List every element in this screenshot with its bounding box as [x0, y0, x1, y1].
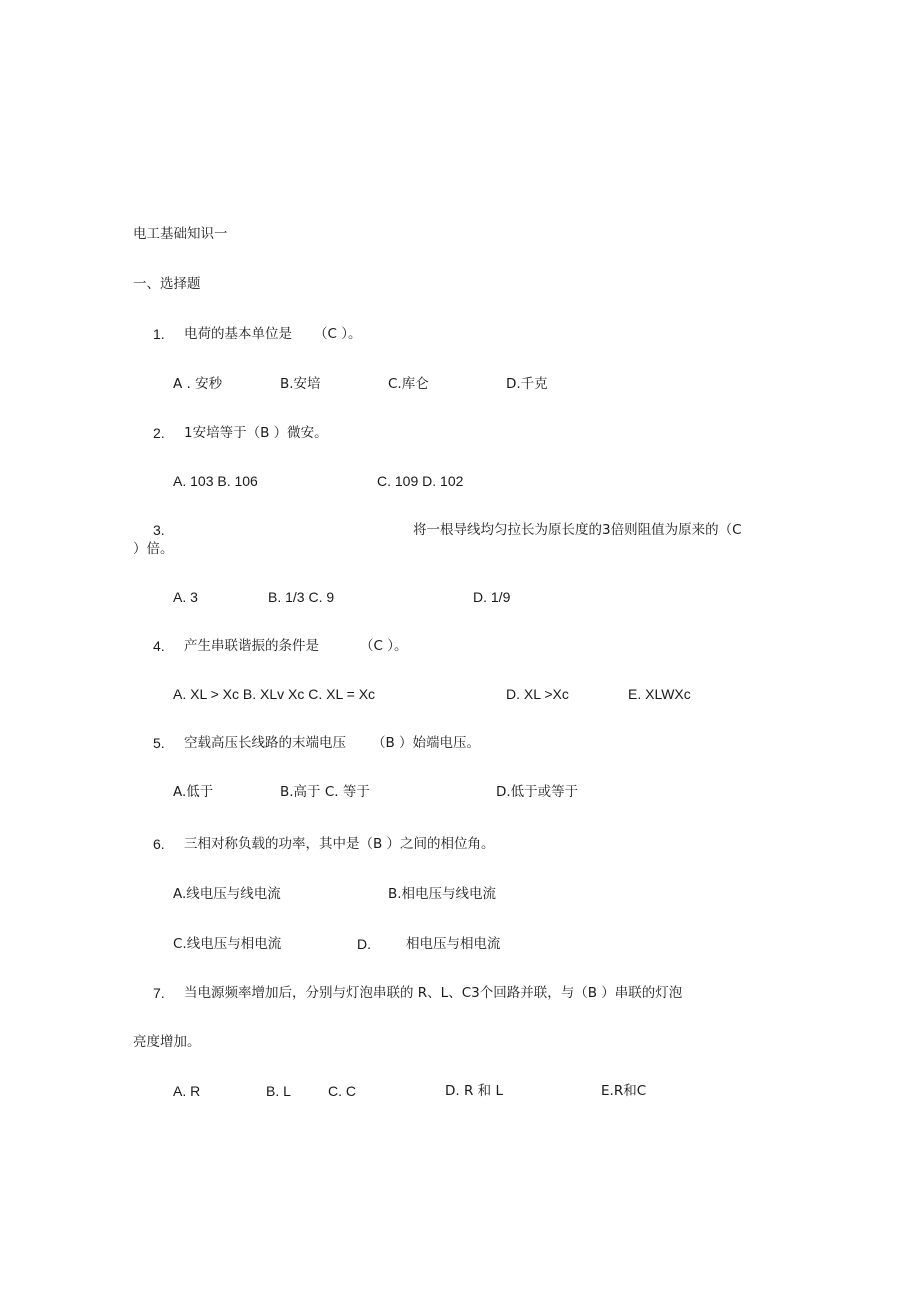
option-d: D. R 和 L — [445, 1083, 503, 1099]
option-c: C.线电压与相电流 — [173, 936, 282, 952]
question-text: 空载高压长线路的末端电压 — [184, 735, 346, 751]
question-text: 当电源频率增加后，分别与灯泡串联的 R、L、C3个回路并联，与（B ）串联的灯泡 — [184, 985, 683, 1001]
option-d: D.低于或等于 — [496, 784, 579, 800]
option-a: A . 安秒 — [173, 376, 223, 392]
question-number: 2. — [153, 425, 165, 441]
option-d: D. 1/9 — [473, 589, 511, 605]
question-text: 产生串联谐振的条件是 — [184, 638, 319, 654]
question-number: 7. — [153, 985, 165, 1001]
document-title: 电工基础知识一 — [133, 226, 228, 242]
option-b-c: B. 1/3 C. 9 — [268, 589, 335, 605]
option-a: A.低于 — [173, 784, 214, 800]
option-b: B. L — [266, 1083, 291, 1099]
option-b-c: B.高于 C. 等于 — [280, 784, 370, 800]
option-a-b: A. 103 B. 106 — [173, 473, 258, 489]
option-d: D.千克 — [506, 376, 548, 392]
question-answer: （B ）始端电压。 — [372, 735, 481, 751]
option-b: B.相电压与线电流 — [388, 886, 497, 902]
question-number: 6. — [153, 836, 165, 852]
option-a: A. R — [173, 1083, 201, 1099]
question-text: 电荷的基本单位是 — [184, 326, 292, 342]
question-text: 1安培等于（B ）微安。 — [184, 425, 328, 441]
question-text: 三相对称负载的功率，其中是（B ）之间的相位角。 — [184, 836, 495, 852]
option-c: C. C — [328, 1083, 356, 1099]
option-e: E.R和C — [601, 1083, 647, 1099]
question-number: 5. — [153, 735, 165, 751]
question-number: 1. — [153, 326, 165, 342]
option-a: A.线电压与线电流 — [173, 886, 281, 902]
option-d: D. XL >Xc — [506, 686, 569, 702]
option-d-label: D. — [357, 936, 371, 952]
option-a-b-c: A. XL > Xc B. XLv Xc C. XL = Xc — [173, 686, 376, 702]
question-text-continued: 亮度增加。 — [133, 1034, 201, 1050]
question-number: 4. — [153, 638, 165, 654]
option-a: A. 3 — [173, 589, 198, 605]
option-e: E. XLWXc — [628, 686, 691, 702]
option-d-text: 相电压与相电流 — [406, 936, 501, 952]
question-number: 3. — [153, 522, 165, 538]
question-answer: （C ）。 — [360, 638, 408, 654]
question-answer: （C ）。 — [314, 326, 362, 342]
option-c: C.库仑 — [388, 376, 429, 392]
option-c-d: C. 109 D. 102 — [377, 473, 464, 489]
question-text: 将一根导线均匀拉长为原长度的3倍则阻值为原来的（C — [413, 522, 742, 538]
question-text-continued: ）倍。 — [133, 541, 174, 557]
section-heading: 一、选择题 — [133, 276, 201, 292]
option-b: B.安培 — [280, 376, 321, 392]
